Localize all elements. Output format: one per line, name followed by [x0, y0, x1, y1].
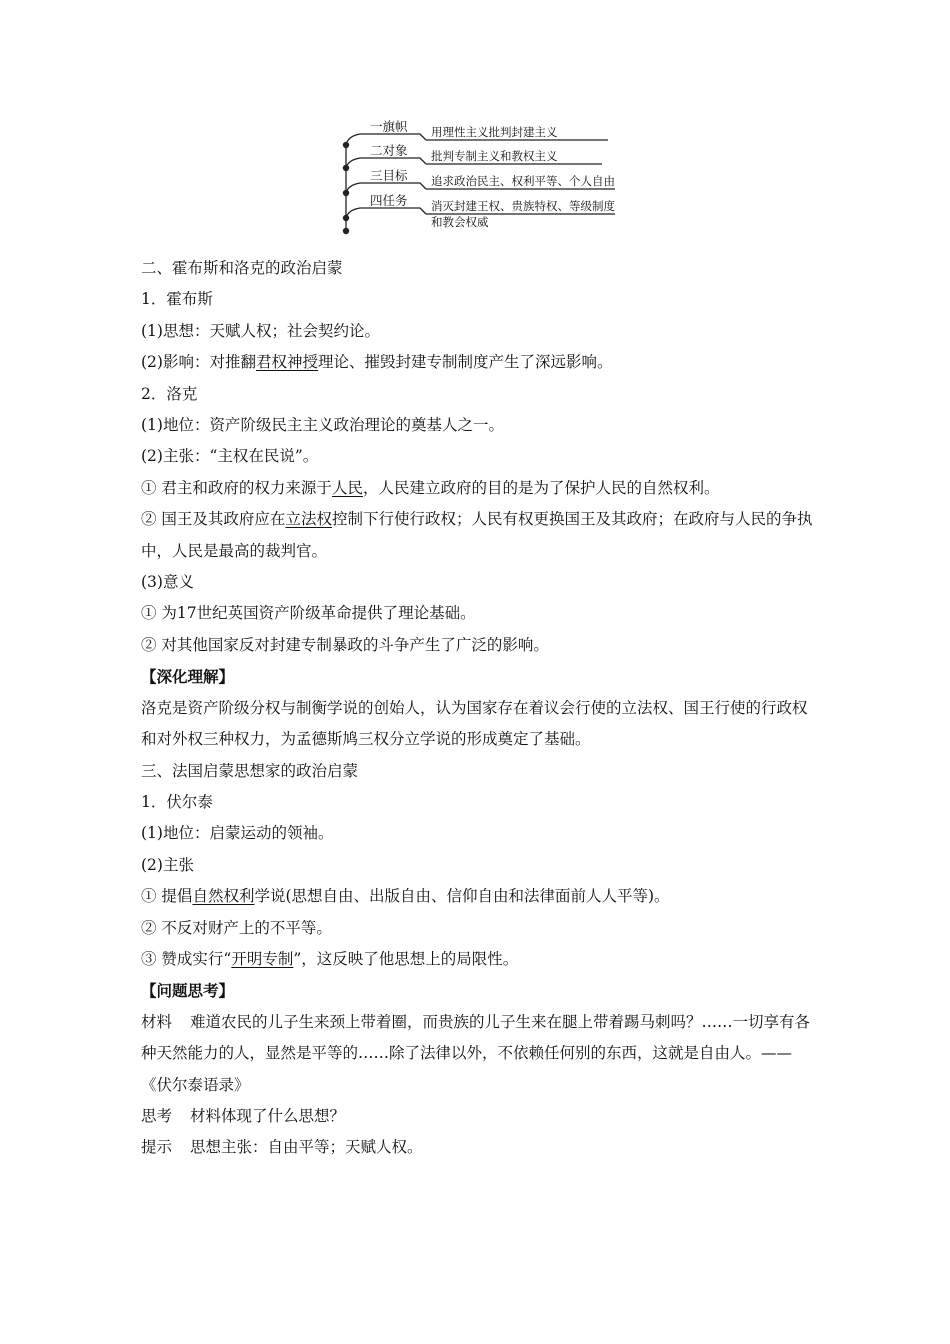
hobbes-thought: (1)思想：天赋人权；社会契约论。	[141, 321, 380, 340]
hint-label: 提示	[141, 1138, 173, 1157]
underlined-term: 人民	[331, 478, 363, 497]
material-paragraph	[141, 1007, 813, 1101]
diagram-desc-4: 消灭封建王权、贵族特权、等级制度	[431, 199, 615, 213]
locke-claim-2	[141, 504, 813, 567]
enlightenment-bracket-diagram	[330, 118, 630, 248]
hint-paragraph	[141, 1132, 813, 1163]
locke-significance-2: ② 对其他国家反对封建专制暴政的斗争产生了广泛的影响。	[141, 635, 549, 654]
material-text: 难道农民的儿子生来颈上带着圈，而贵族的儿子生来在腿上带着踢马刺吗？……一切享有各种天然能力的人，显然是平等的……除了法律以外，不依赖任何别的东西，这就是自由人。——《伏尔泰语录》	[141, 1012, 811, 1094]
underlined-term: 立法权	[285, 510, 332, 529]
text-span: 学说(思想自由、出版自由、信仰自由和法律面前人人平等)。	[254, 887, 670, 906]
text-span: 理论、摧毁封建专制制度产生了深远影响。	[317, 353, 613, 372]
diagram-label-4: 四任务	[370, 193, 408, 208]
voltaire-claim-1	[141, 881, 813, 912]
locke-title: 2．洛克	[141, 384, 198, 403]
diagram-label-3: 三目标	[370, 168, 408, 183]
think-text: 材料体现了什么思想？	[190, 1106, 346, 1125]
diagram-desc-1: 用理性主义批判封建主义	[431, 125, 558, 139]
text-span: ，人民建立政府的目的是为了保护人民的自然权利。	[362, 478, 720, 497]
diagram-label-2: 二对象	[370, 143, 408, 158]
hobbes-title: 1．霍布斯	[141, 290, 213, 309]
text-span: ③ 赞成实行“	[141, 949, 232, 968]
diagram-label-1: 一旗帜	[370, 119, 408, 134]
underlined-term: 自然权利	[192, 887, 255, 906]
voltaire-title: 1．伏尔泰	[141, 792, 213, 811]
diagram-desc-4-cont: 和教会权威	[431, 215, 489, 229]
text-span: 控制下行使行政权；人民有权更换国王及其政府；在政府与人民的争执中，人民是最高的裁判官。	[141, 510, 813, 560]
locke-claim: (2)主张：“主权在民说”。	[141, 447, 319, 466]
voltaire-claim-2: ② 不反对财产上的不平等。	[141, 918, 332, 937]
text-span: ① 君主和政府的权力来源于	[141, 478, 332, 497]
section-heading-3: 三、法国启蒙思想家的政治启蒙	[141, 761, 359, 780]
hobbes-impact	[141, 347, 813, 378]
locke-significance-1: ① 为17世纪英国资产阶级革命提供了理论基础。	[141, 604, 476, 623]
material-label: 材料	[141, 1012, 173, 1031]
underlined-term: 开明专制	[231, 949, 294, 968]
text-span: ”，这反映了他思想上的局限性。	[293, 949, 519, 968]
question-title: 【问题思考】	[141, 981, 235, 1001]
section-heading-2: 二、霍布斯和洛克的政治启蒙	[141, 259, 343, 277]
voltaire-claim-3	[141, 944, 813, 975]
main-text	[141, 253, 813, 1164]
voltaire-status: (1)地位：启蒙运动的领袖。	[141, 824, 334, 843]
underlined-term: 君权神授	[255, 353, 318, 372]
hint-text: 思想主张：自由平等；天赋人权。	[190, 1138, 423, 1157]
think-paragraph	[141, 1101, 813, 1132]
think-label: 思考	[141, 1106, 173, 1125]
locke-significance: (3)意义	[141, 573, 194, 592]
locke-claim-1	[141, 473, 813, 504]
text-span: (2)影响：对推翻	[141, 353, 256, 372]
locke-status: (1)地位：资产阶级民主主义政治理论的奠基人之一。	[141, 416, 504, 435]
deep-understanding-title: 【深化理解】	[141, 667, 235, 687]
voltaire-claim: (2)主张	[141, 855, 194, 874]
diagram-desc-2: 批判专制主义和教权主义	[431, 149, 558, 163]
text-span: ② 国王及其政府应在	[141, 510, 286, 529]
deep-understanding-text: 洛克是资产阶级分权与制衡学说的创始人，认为国家存在着议会行使的立法权、国王行使的行政权和对外权三种权力，为孟德斯鸠三权分立学说的形成奠定了基础。	[141, 698, 808, 749]
text-span: ① 提倡	[141, 887, 193, 906]
diagram-desc-3: 追求政治民主、权利平等、个人自由	[431, 174, 615, 188]
